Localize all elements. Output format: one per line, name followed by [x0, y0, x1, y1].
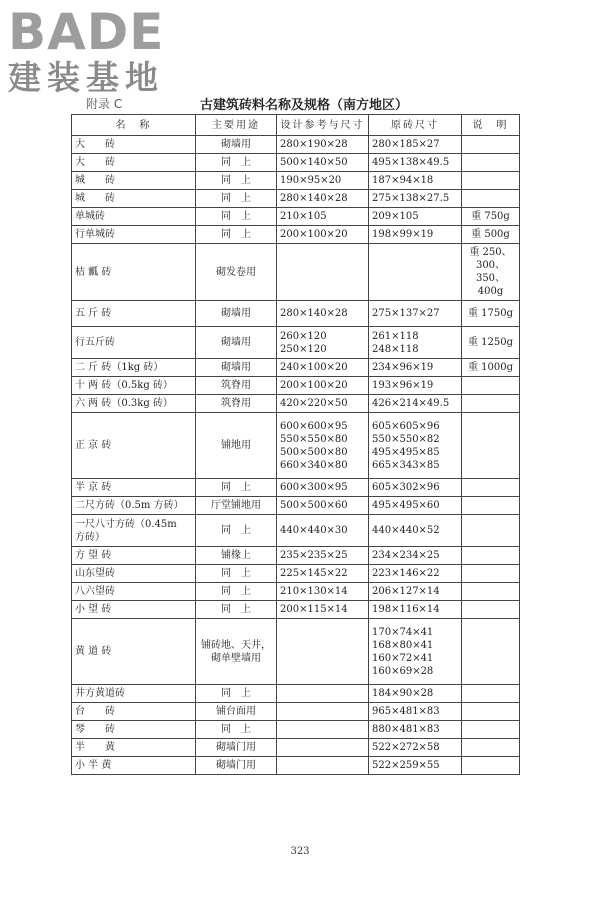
cell-use: 同 上	[196, 479, 277, 497]
cell-original: 280×185×27	[369, 136, 462, 154]
cell-design: 240×100×20	[277, 359, 369, 377]
cell-note	[462, 136, 520, 154]
cell-design	[277, 721, 369, 739]
cell-design: 280×140×28	[277, 190, 369, 208]
table-row	[72, 497, 520, 515]
cell-note: 重 1000g	[462, 359, 520, 377]
cell-design: 200×100×20	[277, 226, 369, 244]
cell-note	[462, 619, 520, 685]
cell-original: 495×495×60	[369, 497, 462, 515]
cell-design: 200×100×20	[277, 377, 369, 395]
cell-original: 234×96×19	[369, 359, 462, 377]
cell-design: 280×140×28	[277, 301, 369, 327]
cell-use: 同 上	[196, 721, 277, 739]
cell-name: 五 斤 砖	[72, 301, 196, 327]
cell-original	[369, 244, 462, 301]
cell-use: 铺椽上	[196, 547, 277, 565]
cell-original: 965×481×83	[369, 703, 462, 721]
table-row	[72, 601, 520, 619]
cell-note	[462, 190, 520, 208]
appendix-label: 附录 C	[86, 97, 123, 111]
cell-original: 209×105	[369, 208, 462, 226]
cell-design: 200×115×14	[277, 601, 369, 619]
cell-note	[462, 601, 520, 619]
cell-note	[462, 172, 520, 190]
cell-name: 行五斤砖	[72, 327, 196, 359]
cell-name: 二尺方砖（0.5m 方砖）	[72, 497, 196, 515]
cell-name: 单城砖	[72, 208, 196, 226]
cell-name: 小 半 黄	[72, 757, 196, 775]
cell-name: 六 两 砖（0.3kg 砖）	[72, 395, 196, 413]
table-row	[72, 479, 520, 497]
cell-original: 275×137×27	[369, 301, 462, 327]
logo-subtitle: 建装基地	[8, 58, 164, 97]
cell-design: 440×440×30	[277, 515, 369, 547]
cell-design: 420×220×50	[277, 395, 369, 413]
cell-name: 半 京 砖	[72, 479, 196, 497]
table-row	[72, 226, 520, 244]
cell-name: 方 望 砖	[72, 547, 196, 565]
cell-note	[462, 721, 520, 739]
table-body	[72, 136, 520, 775]
cell-original: 605×302×96	[369, 479, 462, 497]
table-row	[72, 154, 520, 172]
cell-use: 砌墙门用	[196, 757, 277, 775]
cell-name: 大 砖	[72, 154, 196, 172]
table-row	[72, 190, 520, 208]
cell-use: 筑脊用	[196, 377, 277, 395]
cell-design: 500×140×50	[277, 154, 369, 172]
cell-use: 筑脊用	[196, 395, 277, 413]
cell-name: 城 砖	[72, 190, 196, 208]
cell-note	[462, 395, 520, 413]
cell-name: 行单城砖	[72, 226, 196, 244]
cell-original: 187×94×18	[369, 172, 462, 190]
cell-note	[462, 739, 520, 757]
cell-name: 一尺八寸方砖（0.45m 方砖）	[72, 515, 196, 547]
cell-name: 八六望砖	[72, 583, 196, 601]
cell-original: 223×146×22	[369, 565, 462, 583]
cell-design: 190×95×20	[277, 172, 369, 190]
brand-logo	[8, 3, 183, 97]
cell-original: 440×440×52	[369, 515, 462, 547]
cell-note: 重 1250g	[462, 327, 520, 359]
cell-name: 黄 道 砖	[72, 619, 196, 685]
table-row	[72, 327, 520, 359]
table-row	[72, 619, 520, 685]
cell-use: 砌墙用	[196, 136, 277, 154]
cell-use: 砌墙用	[196, 327, 277, 359]
cell-original: 193×96×19	[369, 377, 462, 395]
cell-original: 426×214×49.5	[369, 395, 462, 413]
cell-note	[462, 565, 520, 583]
cell-original: 198×99×19	[369, 226, 462, 244]
cell-use: 铺砖地、天井， 砌单壁墙用	[196, 619, 277, 685]
cell-use: 同 上	[196, 583, 277, 601]
logo-brand-text: BADE	[8, 3, 165, 61]
table-row	[72, 515, 520, 547]
cell-original: 880×481×83	[369, 721, 462, 739]
table-row	[72, 395, 520, 413]
table-row	[72, 739, 520, 757]
cell-use: 同 上	[196, 154, 277, 172]
cell-name: 台 砖	[72, 703, 196, 721]
table-row	[72, 703, 520, 721]
cell-note: 重 750g	[462, 208, 520, 226]
cell-note	[462, 413, 520, 479]
cell-use: 砌发卷用	[196, 244, 277, 301]
cell-use: 同 上	[196, 190, 277, 208]
cell-name: 十 两 砖（0.5kg 砖）	[72, 377, 196, 395]
cell-note	[462, 703, 520, 721]
cell-original: 234×234×25	[369, 547, 462, 565]
cell-note	[462, 497, 520, 515]
cell-name: 山东望砖	[72, 565, 196, 583]
cell-design	[277, 739, 369, 757]
table-row	[72, 136, 520, 154]
cell-original: 522×259×55	[369, 757, 462, 775]
cell-use: 砌墙门用	[196, 739, 277, 757]
cell-original: 206×127×14	[369, 583, 462, 601]
cell-design	[277, 685, 369, 703]
cell-use: 砌墙用	[196, 301, 277, 327]
cell-design: 600×600×95 550×550×80 500×500×80 660×340×80	[277, 413, 369, 479]
cell-use: 同 上	[196, 226, 277, 244]
cell-note	[462, 757, 520, 775]
cell-use: 同 上	[196, 685, 277, 703]
header-name: 名 称	[72, 115, 196, 136]
header-use: 主要用途	[196, 115, 277, 136]
cell-note	[462, 479, 520, 497]
page-number: 323	[290, 846, 310, 857]
table-row	[72, 565, 520, 583]
cell-use: 同 上	[196, 515, 277, 547]
cell-note	[462, 547, 520, 565]
table-row	[72, 685, 520, 703]
cell-name: 井方黄道砖	[72, 685, 196, 703]
cell-design: 210×130×14	[277, 583, 369, 601]
cell-design: 500×500×60	[277, 497, 369, 515]
cell-name: 二 斤 砖（1kg 砖）	[72, 359, 196, 377]
header-original: 原砖尺寸	[369, 115, 462, 136]
table-row	[72, 208, 520, 226]
cell-name: 琴 砖	[72, 721, 196, 739]
cell-design: 210×105	[277, 208, 369, 226]
cell-note: 重 1750g	[462, 301, 520, 327]
cell-design: 280×190×28	[277, 136, 369, 154]
cell-original: 495×138×49.5	[369, 154, 462, 172]
cell-name: 半 黄	[72, 739, 196, 757]
table-title: 古建筑砖料名称及规格（南方地区）	[200, 98, 409, 113]
cell-use: 同 上	[196, 565, 277, 583]
cell-design: 225×145×22	[277, 565, 369, 583]
header-note: 说 明	[462, 115, 520, 136]
cell-use: 同 上	[196, 208, 277, 226]
table-row	[72, 721, 520, 739]
cell-design	[277, 703, 369, 721]
cell-original: 198×116×14	[369, 601, 462, 619]
cell-use: 厅堂铺地用	[196, 497, 277, 515]
cell-original: 522×272×58	[369, 739, 462, 757]
cell-note	[462, 685, 520, 703]
cell-original: 605×605×96 550×550×82 495×495×85 665×343×85	[369, 413, 462, 479]
cell-design: 260×120 250×120	[277, 327, 369, 359]
header-design: 设计参考与尺寸	[277, 115, 369, 136]
cell-note	[462, 377, 520, 395]
cell-design: 235×235×25	[277, 547, 369, 565]
cell-name: 小 望 砖	[72, 601, 196, 619]
cell-name: 城 砖	[72, 172, 196, 190]
cell-design	[277, 757, 369, 775]
cell-original: 261×118 248×118	[369, 327, 462, 359]
table-row	[72, 547, 520, 565]
table-row	[72, 244, 520, 301]
cell-name: 大 砖	[72, 136, 196, 154]
cell-use: 砌墙用	[196, 359, 277, 377]
cell-note: 重 500g	[462, 226, 520, 244]
cell-use: 铺地用	[196, 413, 277, 479]
cell-original: 275×138×27.5	[369, 190, 462, 208]
table-row	[72, 359, 520, 377]
brick-spec-table	[71, 114, 520, 775]
table-header-row	[72, 115, 520, 136]
cell-name: 正 京 砖	[72, 413, 196, 479]
cell-note	[462, 515, 520, 547]
cell-design	[277, 244, 369, 301]
cell-use: 同 上	[196, 601, 277, 619]
cell-design	[277, 619, 369, 685]
cell-note: 重 250、300、 350、400g	[462, 244, 520, 301]
cell-note	[462, 583, 520, 601]
cell-design: 600×300×95	[277, 479, 369, 497]
table-row	[72, 377, 520, 395]
table-row	[72, 583, 520, 601]
cell-use: 同 上	[196, 172, 277, 190]
cell-name: 桔 瓤 砖	[72, 244, 196, 301]
table-row	[72, 413, 520, 479]
cell-original: 170×74×41 168×80×41 160×72×41 160×69×28	[369, 619, 462, 685]
table-row	[72, 301, 520, 327]
cell-original: 184×90×28	[369, 685, 462, 703]
cell-use: 铺台面用	[196, 703, 277, 721]
table-row	[72, 757, 520, 775]
table-row	[72, 172, 520, 190]
cell-note	[462, 154, 520, 172]
